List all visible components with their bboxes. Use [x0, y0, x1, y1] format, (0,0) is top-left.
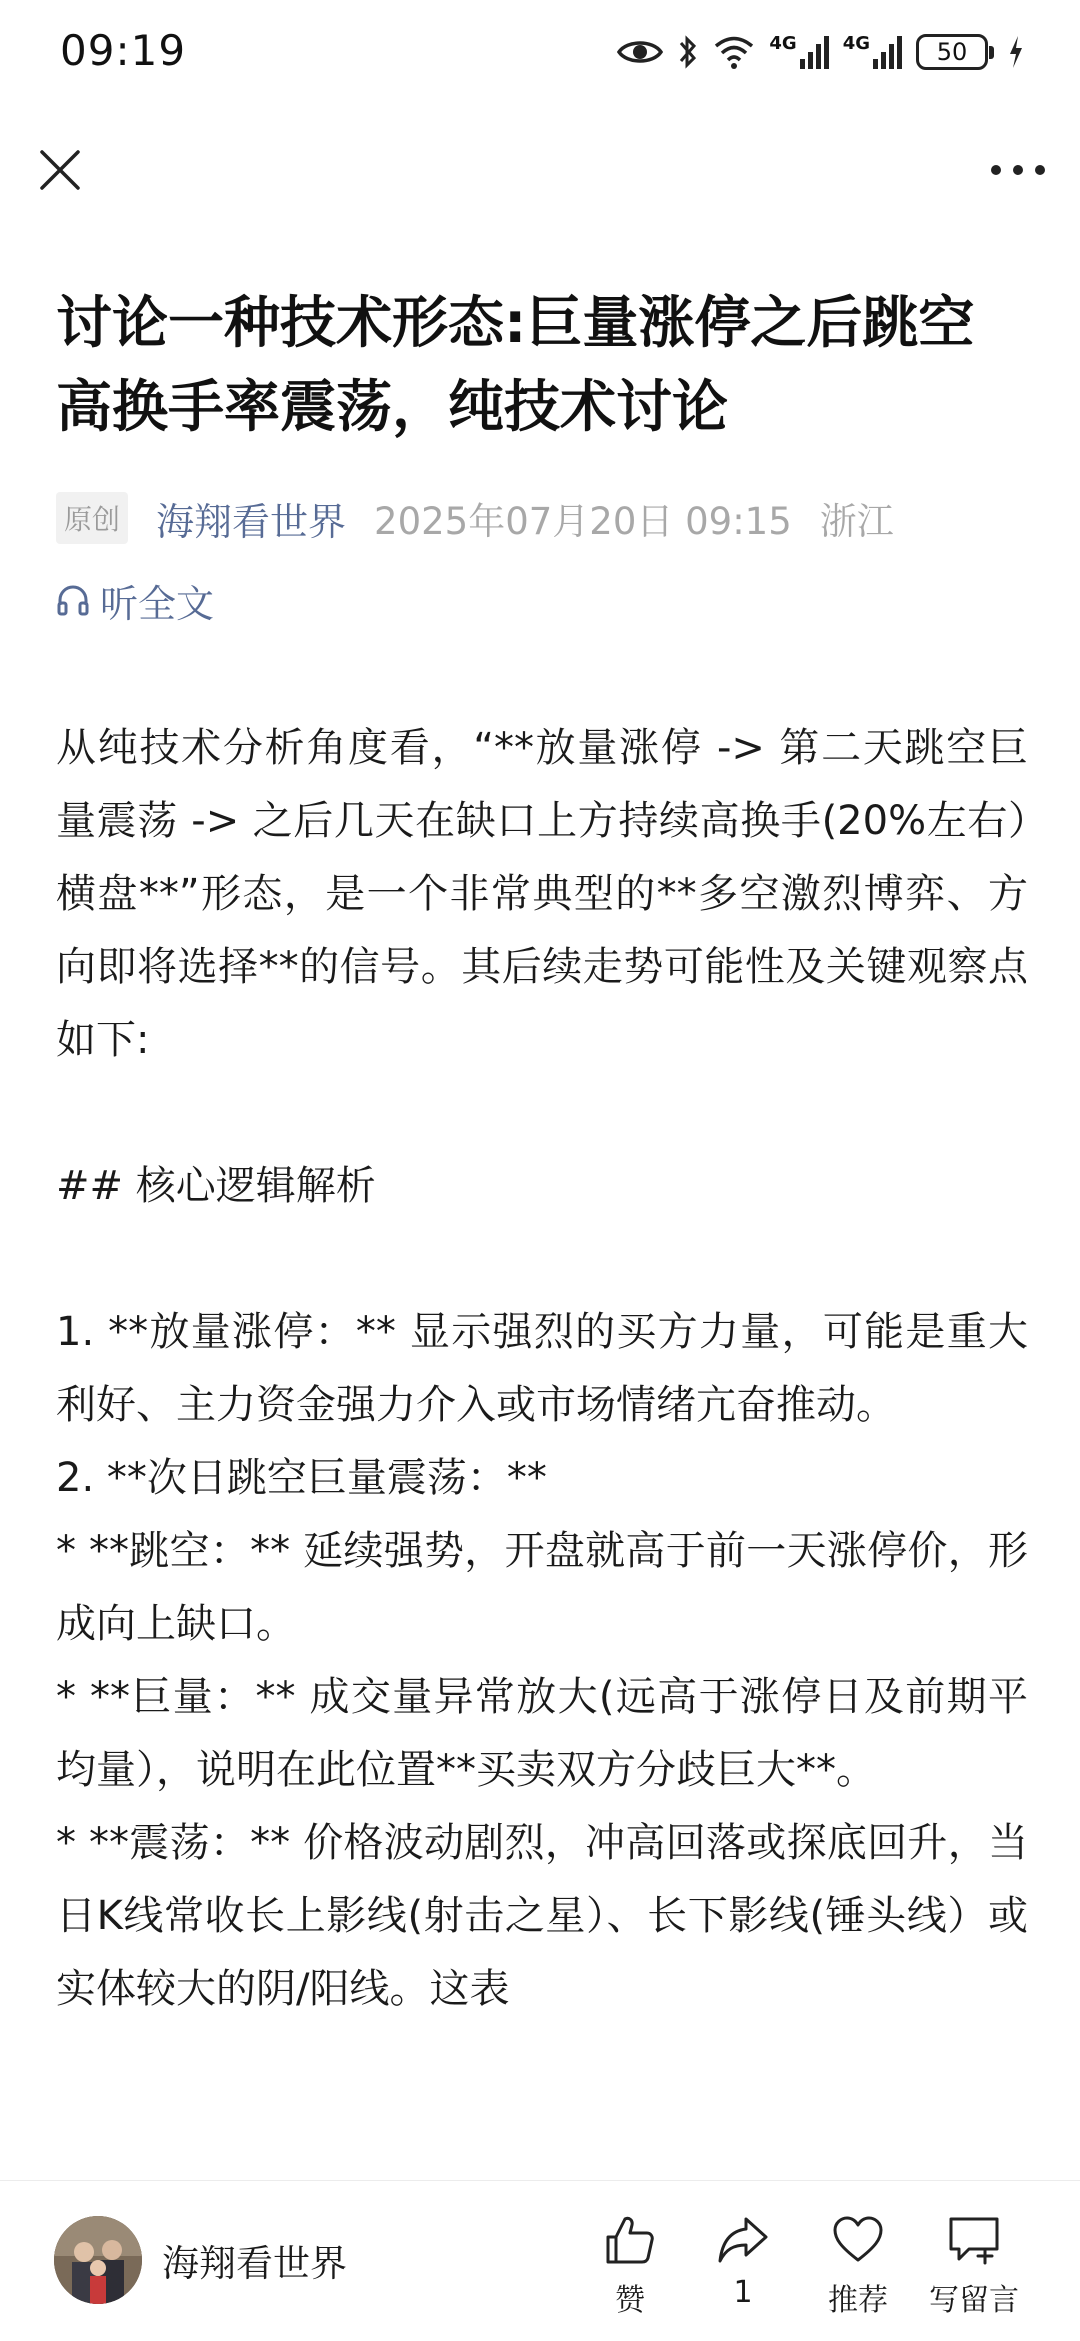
- signal-icon: [872, 35, 902, 69]
- status-bar: [0, 0, 1080, 110]
- listen-label: 听全文: [100, 581, 215, 626]
- eye-icon: [617, 37, 663, 67]
- charging-icon: [1008, 35, 1024, 69]
- battery-level: 50: [936, 38, 968, 66]
- network-type-label: 4G: [769, 33, 797, 54]
- avatar[interactable]: [54, 2216, 142, 2304]
- share-button[interactable]: [683, 2213, 803, 2310]
- location: 浙江: [819, 500, 894, 543]
- article-paragraph: 1. **放量涨停：** 显示强烈的买方力量，可能是重大利好、主力资金强力介入或市场情绪亢奋推动。: [56, 1309, 1028, 1428]
- paragraph-spacer: [56, 1223, 1028, 1296]
- article-meta: [56, 488, 1036, 548]
- original-badge: 原创: [56, 492, 128, 544]
- heart-icon: [831, 2213, 885, 2267]
- bluetooth-icon: [677, 34, 699, 70]
- comment-icon: [945, 2213, 1003, 2267]
- share-count: 1: [733, 2275, 753, 2310]
- avatar-image: [54, 2216, 142, 2304]
- bottom-author-name[interactable]: 海翔看世界: [162, 2242, 347, 2285]
- nav-bar: [0, 120, 1080, 220]
- thumbs-up-icon: [603, 2213, 657, 2267]
- like-button[interactable]: [570, 2213, 690, 2319]
- signal-icon: [799, 35, 829, 69]
- article-body: [56, 712, 1028, 2026]
- comment-button[interactable]: [914, 2213, 1034, 2319]
- network-type-label: 4G: [842, 33, 870, 54]
- close-button[interactable]: [28, 138, 92, 202]
- battery-icon: [916, 34, 988, 70]
- article-paragraph: * **震荡：** 价格波动剧烈，冲高回落或探底回升，当日K线常收长上影线(射击之星）、长下影线(锤头线）或实体较大的阴/阳线。这表: [56, 1820, 1028, 2012]
- article-title: 讨论一种技术形态:巨量涨停之后跳空高换手率震荡，纯技术讨论: [56, 291, 975, 440]
- article-paragraph: 从纯技术分析角度看，“**放量涨停 -> 第二天跳空巨量震荡 -> 之后几天在缺口上方持续高换手(20%左右）横盘**”形态，是一个非常典型的**多空激烈博弈、方向即将选择**的信号。其后续走势可能性及关键观察点如下:: [56, 725, 1028, 1063]
- like-label: 赞: [615, 2283, 645, 2318]
- comment-label: 写留言: [929, 2283, 1019, 2318]
- listen-full-text-button[interactable]: [56, 570, 214, 630]
- bottom-bar: [0, 2180, 1080, 2341]
- article-heading: ## 核心逻辑解析: [56, 1163, 376, 1209]
- headphones-icon: [56, 583, 90, 617]
- recommend-button[interactable]: [798, 2213, 918, 2319]
- paragraph-spacer: [56, 1077, 1028, 1150]
- status-icons: [617, 28, 1024, 76]
- share-icon: [716, 2213, 770, 2267]
- wifi-icon: [713, 35, 755, 69]
- article-paragraph: * **巨量：** 成交量异常放大(远高于涨停日及前期平均量），说明在此位置**买卖双方分歧巨大**。: [56, 1674, 1028, 1793]
- author-link[interactable]: 海翔看世界: [156, 499, 347, 544]
- article-paragraph: 2. **次日跳空巨量震荡：**: [56, 1455, 547, 1501]
- publish-time: 2025年07月20日 09:15: [374, 500, 792, 543]
- close-icon: [40, 150, 80, 190]
- more-icon: [990, 164, 1046, 176]
- status-time: 09:19: [60, 26, 187, 75]
- recommend-label: 推荐: [828, 2283, 888, 2318]
- article-paragraph: * **跳空：** 延续强势，开盘就高于前一天涨停价，形成向上缺口。: [56, 1528, 1028, 1647]
- more-button[interactable]: [982, 138, 1054, 202]
